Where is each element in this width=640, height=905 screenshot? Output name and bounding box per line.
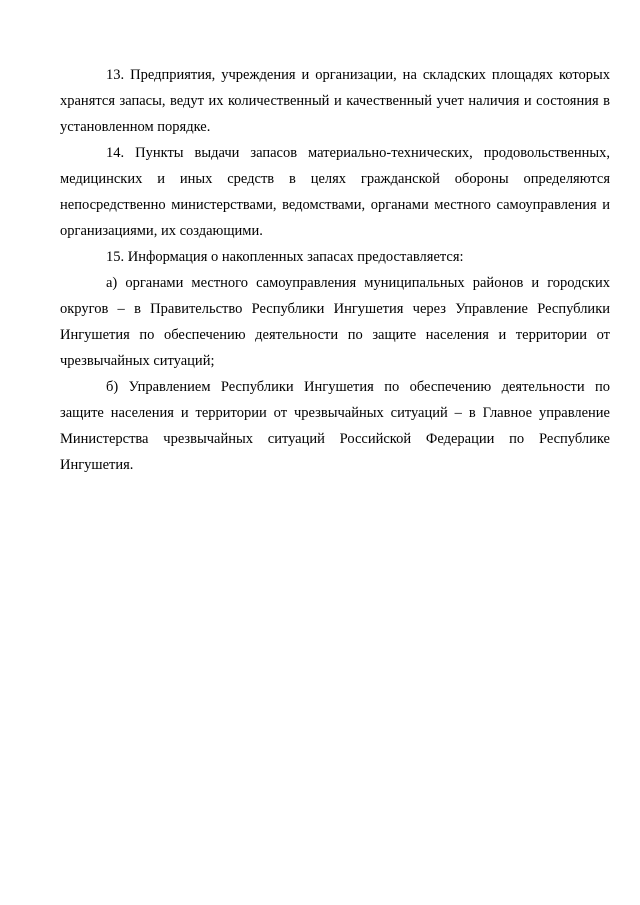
- document-body: [60, 62, 610, 478]
- paragraph-13: 13. Предприятия, учреждения и организации, на складских площадях которых хранятся запасы, ведут их количественный и качественный учет наличия и состояния в установленном порядке.: [60, 67, 610, 135]
- paragraph-15: 15. Информация о накопленных запасах предоставляется:: [106, 249, 464, 265]
- paragraph-15-a: а) органами местного самоуправления муниципальных районов и городских округов – в Правительство Республики Ингушетия через Управление Республики Ингушетия по обеспечению деятельности по защите населения и территории от чрезвычайных ситуаций;: [60, 275, 610, 369]
- paragraph-14: 14. Пункты выдачи запасов материально-технических, продовольственных, медицинских и иных средств в целях гражданской обороны определяются непосредственно министерствами, ведомствами, органами местного самоуправления и организациями, их создающими.: [60, 145, 610, 239]
- paragraph-15-b: б) Управлением Республики Ингушетия по обеспечению деятельности по защите населения и территории от чрезвычайных ситуаций – в Главное управление Министерства чрезвычайных ситуаций Российской Федерации по Республике Ингушетия.: [60, 379, 610, 473]
